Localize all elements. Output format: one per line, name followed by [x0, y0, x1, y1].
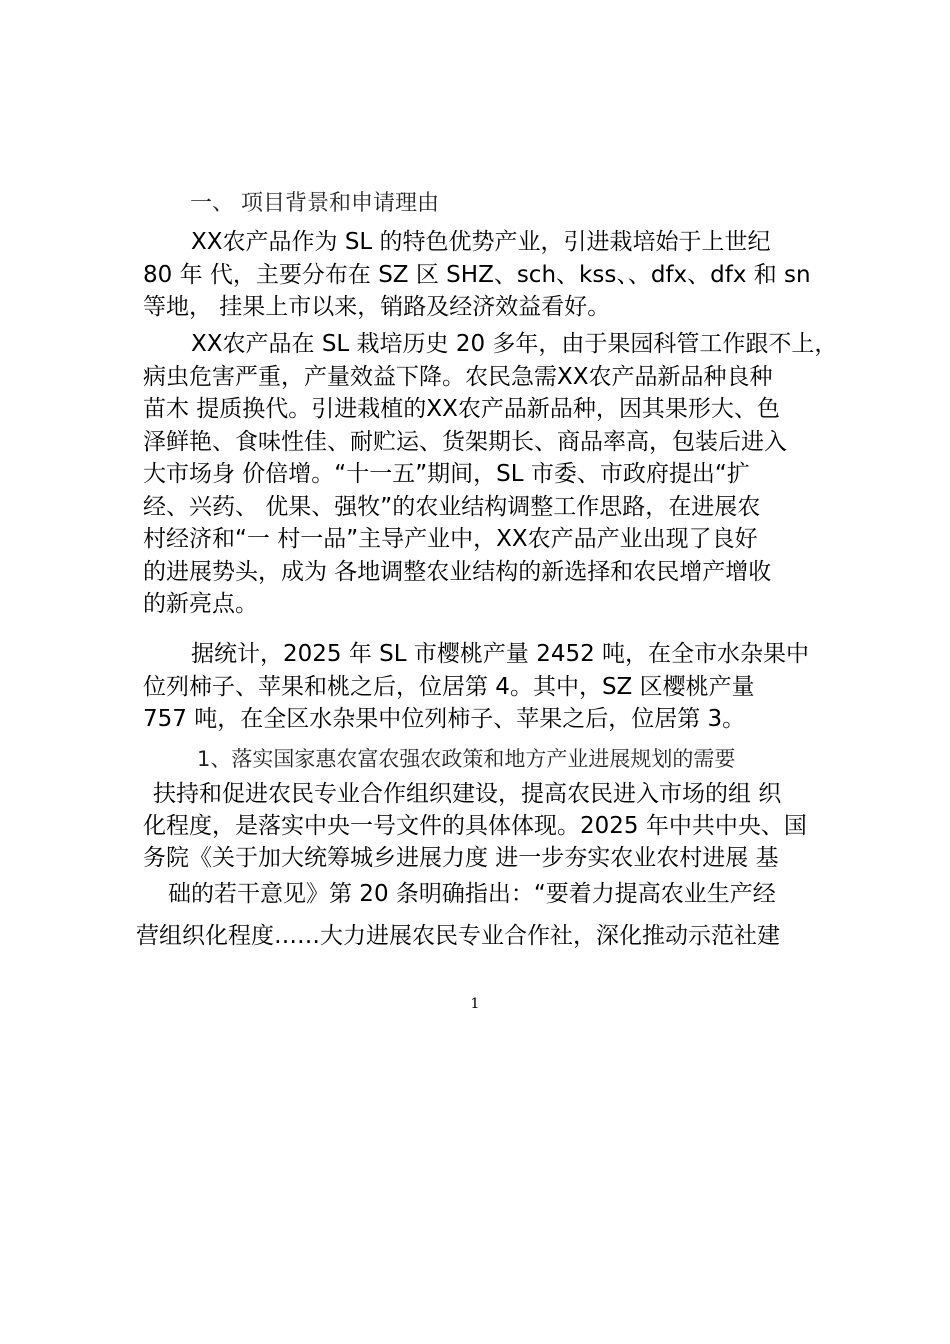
text-line: 病虫危害严重，产量效益下降。农民急需XX农产品新品种良种: [143, 363, 773, 390]
paragraph-1: [143, 226, 823, 324]
paragraph-3: [143, 638, 823, 736]
paragraph-2: [143, 328, 838, 621]
text-line: 等地， 挂果上市以来，销路及经济效益看好。: [143, 294, 611, 320]
text-line: 的进展势头，成为 各地调整农业结构的新选择和农民增产增收: [143, 558, 772, 585]
text-line: 苗木 提质换代。引进栽植的XX农产品新品种，因其果形大、色: [143, 396, 780, 422]
text-line: 础的若干意见》第 20 条明确指出：“要着力提高农业生产经: [168, 881, 776, 907]
text-line: 位列柿子、苹果和桃之后，位居第 4。其中，SZ 区樱桃产量: [143, 673, 755, 700]
text-line: 化程度，是落实中央一号文件的具体体现。2025 年中共中央、国: [143, 813, 807, 839]
section-heading: 一、 项目背景和申请理由: [190, 191, 439, 216]
text-line: 757 吨，在全区水杂果中位列柿子、苹果之后，位居第 3。: [143, 706, 746, 732]
text-line: 务院《关于加大统筹城乡进展力度 进一步夯实农业农村进展 基: [143, 845, 779, 871]
text-line: 据统计，2025 年 SL 市樱桃产量 2452 吨，在全市水杂果中: [191, 641, 810, 667]
text-line: 扶持和促进农民专业合作组织建设，提高农民进入市场的组 织: [153, 781, 782, 807]
text-line: 的新亮点。: [143, 591, 258, 617]
sub-heading: 1、落实国家惠农富农强农政策和地方产业进展规划的需要: [197, 747, 736, 771]
text-line: XX农产品作为 SL 的特色优势产业，引进栽培始于上世纪: [191, 229, 771, 255]
text-line: 80 年 代，主要分布在 SZ 区 SHZ、sch、kss、、dfx、dfx 和 sn: [143, 261, 811, 288]
page-number: 1: [470, 996, 480, 1012]
text-line: XX农产品在 SL 栽培历史 20 多年，由于果园科管工作跟不上，: [191, 331, 838, 357]
text-line: 营组织化程度……大力进展农民专业合作社，深化推动示范社建: [136, 923, 780, 949]
text-line: 村经济和“一 村一品”主导产业中，XX农产品产业出现了良好: [143, 526, 758, 552]
paragraph-4: [136, 778, 823, 952]
text-line: 大市场身 价倍增。“十一五”期间，SL 市委、市政府提出“扩: [143, 461, 750, 487]
text-line: 泽鲜艳、食味性佳、耐贮运、货架期长、商品率高，包装后进入: [143, 428, 787, 455]
text-line: 经、兴药、 优果、强牧”的农业结构调整工作思路，在进展农: [143, 493, 761, 520]
